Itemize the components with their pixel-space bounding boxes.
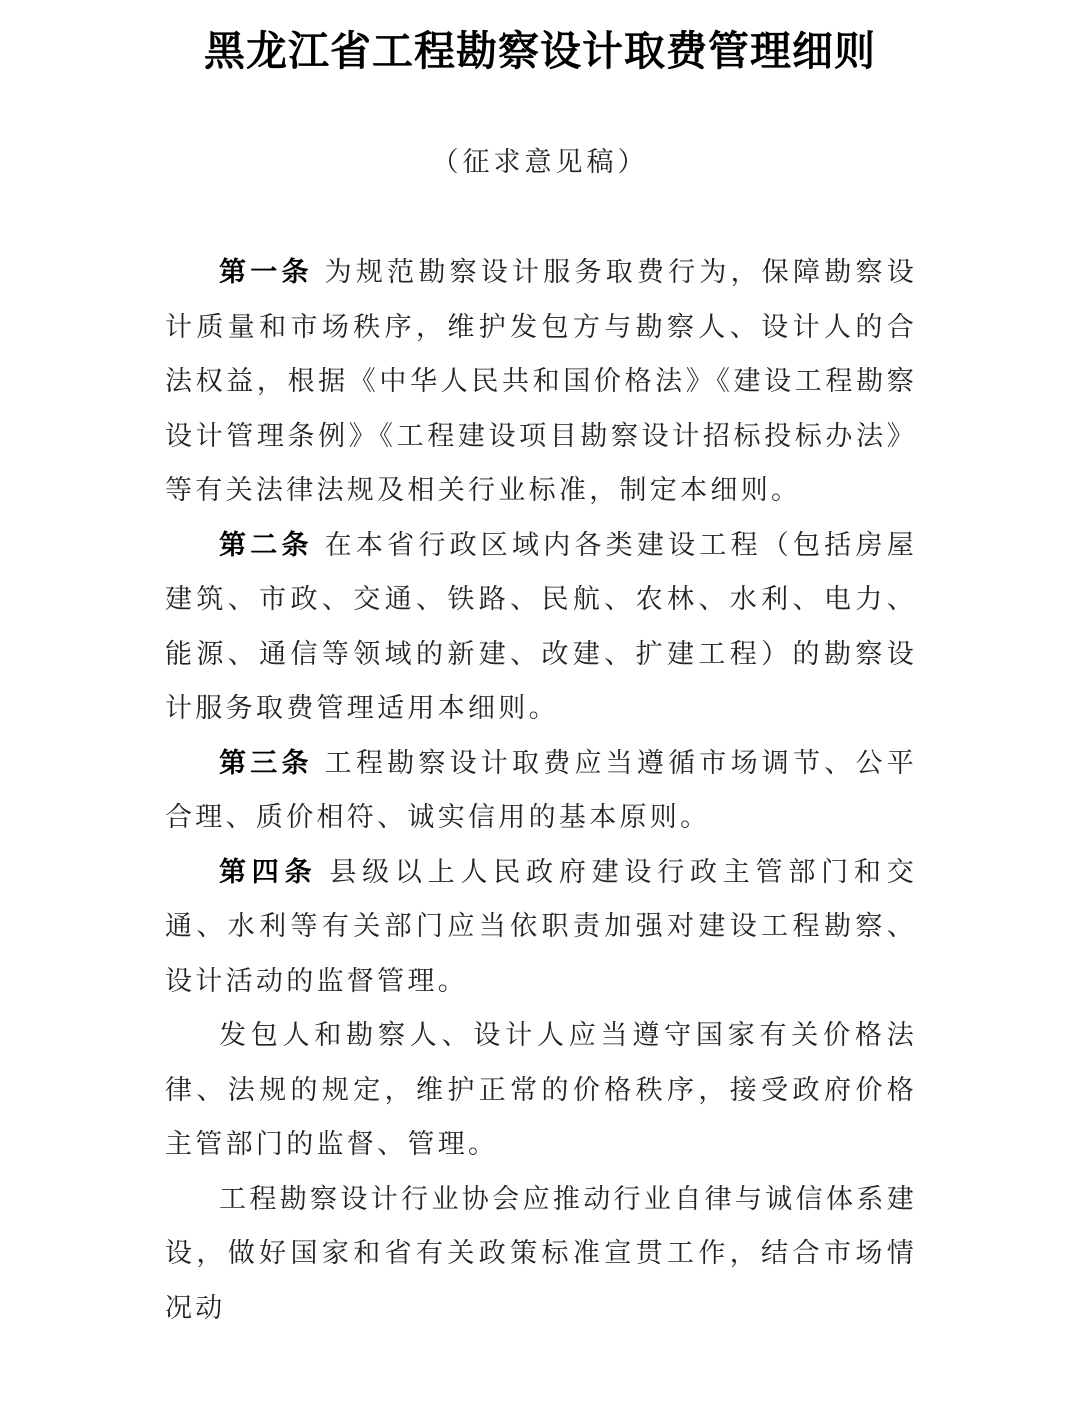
article-label: 第四条 [219, 856, 318, 888]
article-2 [165, 519, 917, 737]
article-text: 县级以上人民政府建设行政主管部门和交通、水利等有关部门应当依职责加强对建设工程勘察、设计活动的监督管理。 [165, 856, 917, 997]
article-text: 为规范勘察设计服务取费行为，保障勘察设计质量和市场秩序，维护发包方与勘察人、设计人的合法权益，根据《中华人民共和国价格法》《建设工程勘察设计管理条例》《工程建设项目勘察设计招标投标办法》等有关法律法规及相关行业标准，制定本细则。 [165, 257, 917, 506]
paragraph-text: 工程勘察设计行业协会应推动行业自律与诚信体系建设，做好国家和省有关政策标准宣贯工作，结合市场情况动 [165, 1183, 917, 1324]
article-4 [165, 846, 917, 1010]
article-label: 第三条 [219, 747, 313, 779]
paragraph-text: 发包人和勘察人、设计人应当遵守国家有关价格法律、法规的规定，维护正常的价格秩序，接受政府价格主管部门的监督、管理。 [165, 1020, 917, 1160]
article-label: 第二条 [219, 529, 313, 561]
document-subtitle: （征求意见稿） [431, 147, 649, 178]
article-1 [165, 246, 917, 519]
document-title: 黑龙江省工程勘察设计取费管理细则 [204, 27, 876, 75]
article-text: 工程勘察设计取费应当遵循市场调节、公平合理、质价相符、诚实信用的基本原则。 [165, 747, 917, 833]
document-body [165, 246, 917, 1336]
article-label: 第一条 [219, 257, 313, 288]
article-3 [165, 737, 917, 846]
article-text: 在本省行政区域内各类建设工程（包括房屋建筑、市政、交通、铁路、民航、农林、水利、电力、能源、通信等领域的新建、改建、扩建工程）的勘察设计服务取费管理适用本细则。 [165, 529, 917, 724]
article-4-paragraph-3 [165, 1173, 917, 1337]
article-4-paragraph-2 [165, 1009, 917, 1173]
